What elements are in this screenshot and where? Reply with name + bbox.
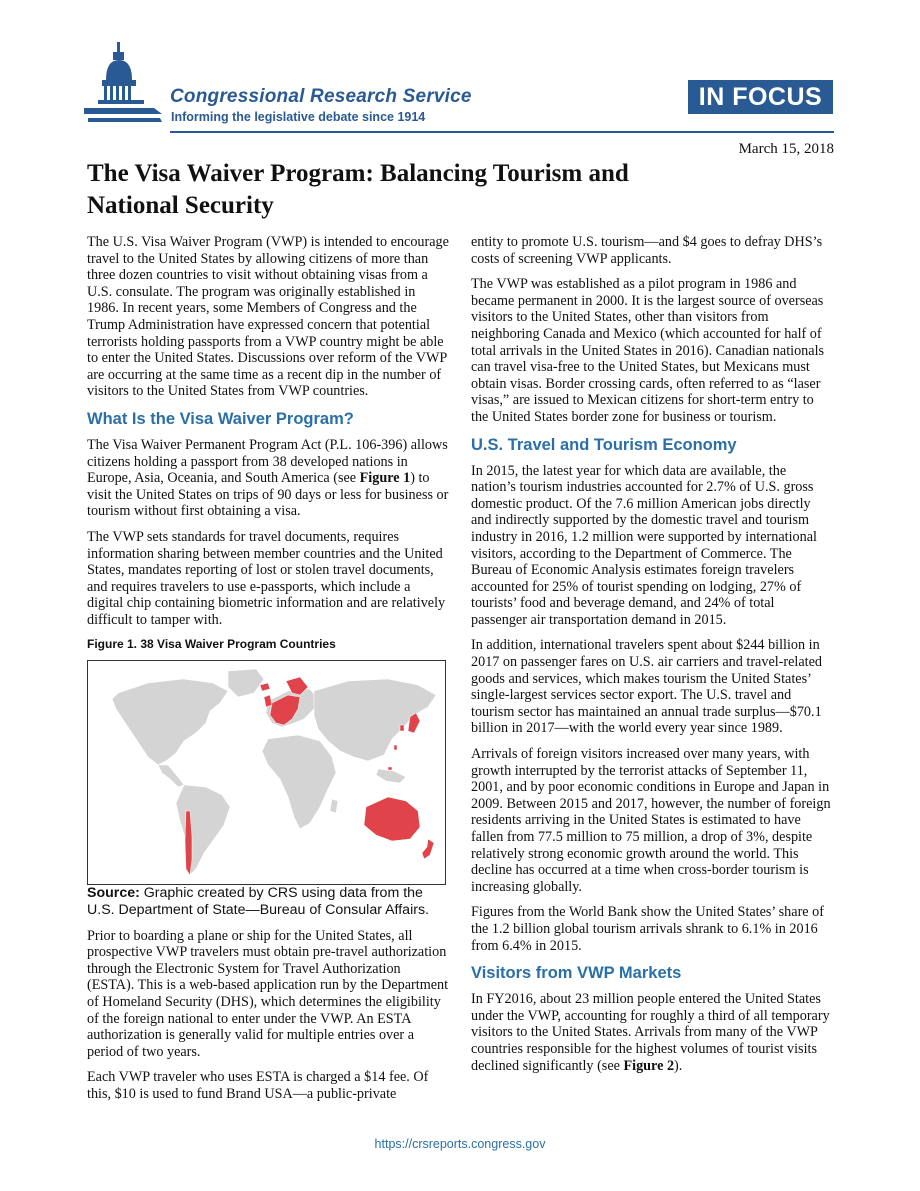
paragraph-fee: Each VWP traveler who uses ESTA is charged a $14 fee. Of this, $10 is used to fund Brand USA—a public-private [87,1069,429,1102]
central-america-shape [158,765,184,787]
figure-1-reference: Figure 1 [359,470,411,487]
brunei-vwp-shape [388,767,392,770]
paragraph-standards: The VWP sets standards for travel documents, requires information sharing between member countries and the United States, mandates reporting of lost or stolen travel documents, and requires travelers to use e-passports, which include a digital chip containing biometric information and are relatively difficult to tamper with. [87,528,446,628]
footer-url[interactable]: https://crsreports.congress.gov [374,1137,546,1151]
figure-2-reference: Figure 2 [623,1057,675,1074]
uk-vwp-shape [264,695,272,707]
page-title: The Visa Waiver Program: Balancing Tourism and National Security [87,160,629,219]
paragraph-history: The VWP was established as a pilot program in 1986 and became permanent in 2000. It is the largest source of overseas visitors to the United States, other than visitors from neighboring Canada and Mexico (which accounted for half of total arrivals in the United States in 2016). Canadian nationals can travel visa-free to the United States, but Mexicans must obtain visas. Border crossing cards, often referred to as “laser visas,” are issued to Mexican citizens for short-term entry to the United States border zone for business or tourism. [471,276,825,425]
paragraph-act: The Visa Waiver Permanent Program Act (P.L. 106-396) allows citizens holding a passport from 38 developed nations in Europe, Asia, Oceania, and South America (see Figure 1) to visit the United States on trips of 90 days or less for business or tourism without first obtaining a visa. [87,436,449,520]
australia-vwp-shape [364,797,420,841]
right-column [471,234,833,1083]
paragraph-spending: In addition, international travelers spent about $244 billion in 2017 on passenger fares on U.S. air carriers and travel-related goods and services, which makes tourism the United States’ single-largest services sector export. The U.S. travel and tourism sector has maintained an annual trade surplus—$70.1 billion in 2017—with the world every year since 1989. [471,637,822,737]
paragraph-esta: Prior to boarding a plane or ship for the United States, all prospective VWP travelers must obtain pre-travel authorization through the Electronic System for Travel Authorization (ESTA). This is a web-based application run by the Department of Homeland Security (DHS), which determines the eligibility of the foreign national to enter under the VWP. An ESTA authorization is generally valid for multiple entries over a period of two years. [87,927,449,1060]
madagascar-shape [330,799,338,813]
north-america-shape [112,679,228,765]
paragraph-fy2016: In FY2016, about 23 million people entered the United States under the VWP, accounting for roughly a third of all temporary visitors to the United States. Arrivals from many of the VWP countries responsible for the highest volumes of tourist visits declined significantly (see Figure 2). [471,991,830,1074]
paragraph-world-bank: Figures from the World Bank show the United States’ share of the 1.2 billion global tourism arrivals shrank to 6.1% in 2016 from 6.4% in 2015. [471,904,824,954]
intro-paragraph: The U.S. Visa Waiver Program (VWP) is intended to encourage travel to the United States by allowing citizens of more than three dozen countries to visit without obtaining visas from a U.S. consulate. The program was originally established in 1986. In recent years, some Members of Congress and the Trump Administration have expressed concern that potential terrorists holding passports from a VWP country might be able to enter the United States. Discussions over reform of the VWP are occurring at the same time as a recent dip in the number of visitors to the United States from VWP countries. [87,234,449,400]
world-map-figure [87,660,446,885]
section-heading-visitors: Visitors from VWP Markets [471,964,682,983]
taiwan-vwp-shape [394,745,397,750]
new-zealand-vwp-shape [422,839,434,859]
paragraph-gdp: In 2015, the latest year for which data are available, the nation’s tourism industries accounted for 2.7% of U.S. gross domestic product. Of the 7.6 million American jobs directly and indirectly supported by the domestic travel and tourism industry in 2016, 1.2 million were supported by international visitors, according to the Department of Commerce. The Bureau of Economic Analysis estimates foreign travelers accounted for 25% of tourist spending on lodging, 27% of tourists’ food and beverage demand, and 24% of total passenger air transportation demand in 2015. [471,462,817,628]
world-map [88,661,445,884]
in-focus-badge: IN FOCUS [688,80,833,114]
capitol-logo-icon [84,42,166,130]
figure-source: Source: Graphic created by CRS using data from the U.S. Department of State—Bureau of Consular Affairs. [87,885,429,919]
left-column [87,234,449,1112]
south-korea-vwp-shape [400,725,404,731]
southeast-asia-shape [376,769,406,783]
iceland-vwp-shape [260,683,270,691]
south-america-shape [176,785,230,875]
section-heading-travel: U.S. Travel and Tourism Economy [471,435,737,454]
figure-title: Figure 1. 38 Visa Waiver Program Countries [87,637,336,652]
header-rule [170,131,834,133]
chile-vwp-shape [185,811,192,875]
paragraph-fee-cont: entity to promote U.S. tourism—and $4 goes to defray DHS’s costs of screening VWP applicants. [471,234,823,267]
org-tagline: Informing the legislative debate since 1914 [171,110,426,124]
paragraph-arrivals: Arrivals of foreign visitors increased over many years, with growth interrupted by the terrorist attacks of September 11, 2001, and by poor economic conditions in Europe and Japan in 2009. Between 2015 and 2017, however, the number of foreign residents arriving in the United States is estimated to have fallen from 77.5 million to 75 million, a drop of 3%, despite relatively strong economic growth around the world. This decline has occurred at a time when cross-border tourism is increasing globally. [471,746,831,895]
header [0,0,920,157]
greenland-shape [228,669,264,697]
section-heading-what: What Is the Visa Waiver Program? [87,409,354,428]
org-name: Congressional Research Service [170,86,472,107]
publication-date: March 15, 2018 [738,141,834,157]
africa-shape [262,735,336,829]
